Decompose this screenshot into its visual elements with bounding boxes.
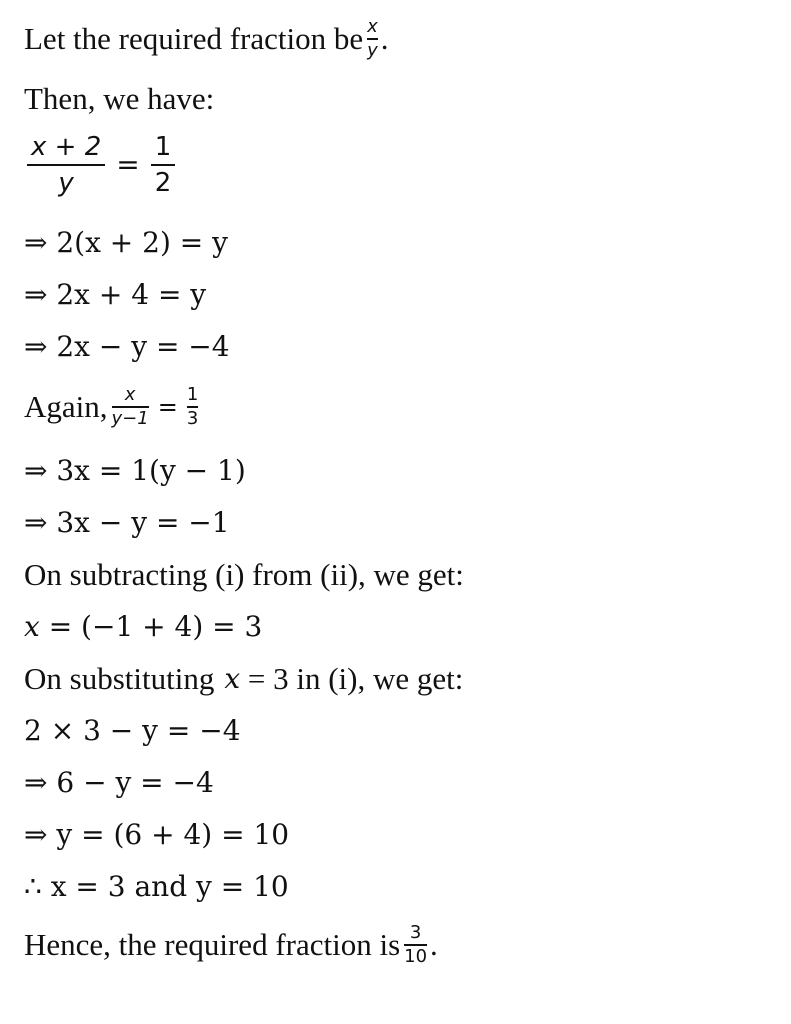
fraction-numerator: x	[367, 16, 378, 37]
fraction-denominator: y	[58, 167, 74, 198]
substituting-line	[24, 660, 463, 698]
fraction-numerator: x	[124, 384, 136, 405]
step-line	[24, 224, 228, 262]
step-text: ⇒ 3x = 1(y − 1)	[24, 454, 246, 487]
fraction-numerator: 3	[409, 922, 422, 943]
fraction-numerator: 1	[154, 132, 172, 162]
step-line	[24, 328, 230, 366]
fraction-denominator: 2	[154, 167, 172, 198]
x-value-line	[24, 608, 262, 646]
subtracting-line	[24, 556, 464, 594]
fraction-one-half	[151, 130, 176, 200]
step-text: ⇒ 2x + 4 = y	[24, 278, 207, 311]
fraction-numerator: 1	[186, 384, 199, 405]
intro-text: Let the required fraction be	[24, 20, 364, 56]
fraction-three-tenths	[404, 922, 427, 968]
step-text: ⇒ 2(x + 2) = y	[24, 226, 228, 259]
fraction-x-over-y	[367, 16, 378, 62]
again-text: Again,	[24, 388, 108, 424]
fraction-denominator: y−1	[111, 407, 149, 429]
step-line	[24, 504, 230, 542]
fraction-x-plus-2-over-y	[27, 130, 105, 200]
step-text: 2 × 3 − y = −4	[24, 714, 241, 747]
step-line	[24, 452, 246, 490]
equals-sign: =	[157, 392, 178, 421]
therefore-line	[24, 868, 289, 906]
variable-x: x	[24, 610, 40, 643]
step-text: ⇒ y = (6 + 4) = 10	[24, 818, 290, 851]
then-text: Then, we have:	[24, 81, 215, 116]
intro-period: .	[380, 20, 389, 56]
substituting-rest: = 3 in (i), we get:	[240, 661, 464, 696]
again-line	[24, 384, 201, 430]
fraction-x-over-y-minus-1	[112, 384, 149, 430]
step-line	[24, 764, 214, 802]
fraction-denominator: y	[367, 39, 378, 61]
variable-x: x	[224, 662, 241, 695]
substituting-text: On substituting	[24, 661, 215, 696]
step-line	[24, 816, 289, 854]
step-text: ⇒ 2x − y = −4	[24, 330, 230, 363]
subtracting-text: On subtracting (i) from (ii), we get:	[24, 557, 464, 592]
intro-line	[24, 16, 389, 62]
equals-sign: =	[116, 147, 140, 181]
fraction-one-third	[187, 384, 198, 430]
step-line	[24, 712, 241, 750]
equation-1-line	[24, 130, 178, 200]
x-value-expression: = (−1 + 4) = 3	[39, 610, 263, 643]
step-text: ⇒ 6 − y = −4	[24, 766, 214, 799]
then-line	[24, 80, 214, 118]
step-text: ⇒ 3x − y = −1	[24, 506, 230, 539]
fraction-denominator: 3	[186, 407, 199, 429]
conclusion-text: Hence, the required fraction is	[24, 926, 401, 962]
conclusion-line	[24, 922, 438, 968]
step-line	[24, 276, 206, 314]
conclusion-period: .	[430, 926, 438, 962]
fraction-denominator: 10	[404, 945, 428, 967]
therefore-text: ∴ x = 3 and y = 10	[24, 870, 289, 903]
fraction-numerator: x + 2	[31, 132, 102, 162]
